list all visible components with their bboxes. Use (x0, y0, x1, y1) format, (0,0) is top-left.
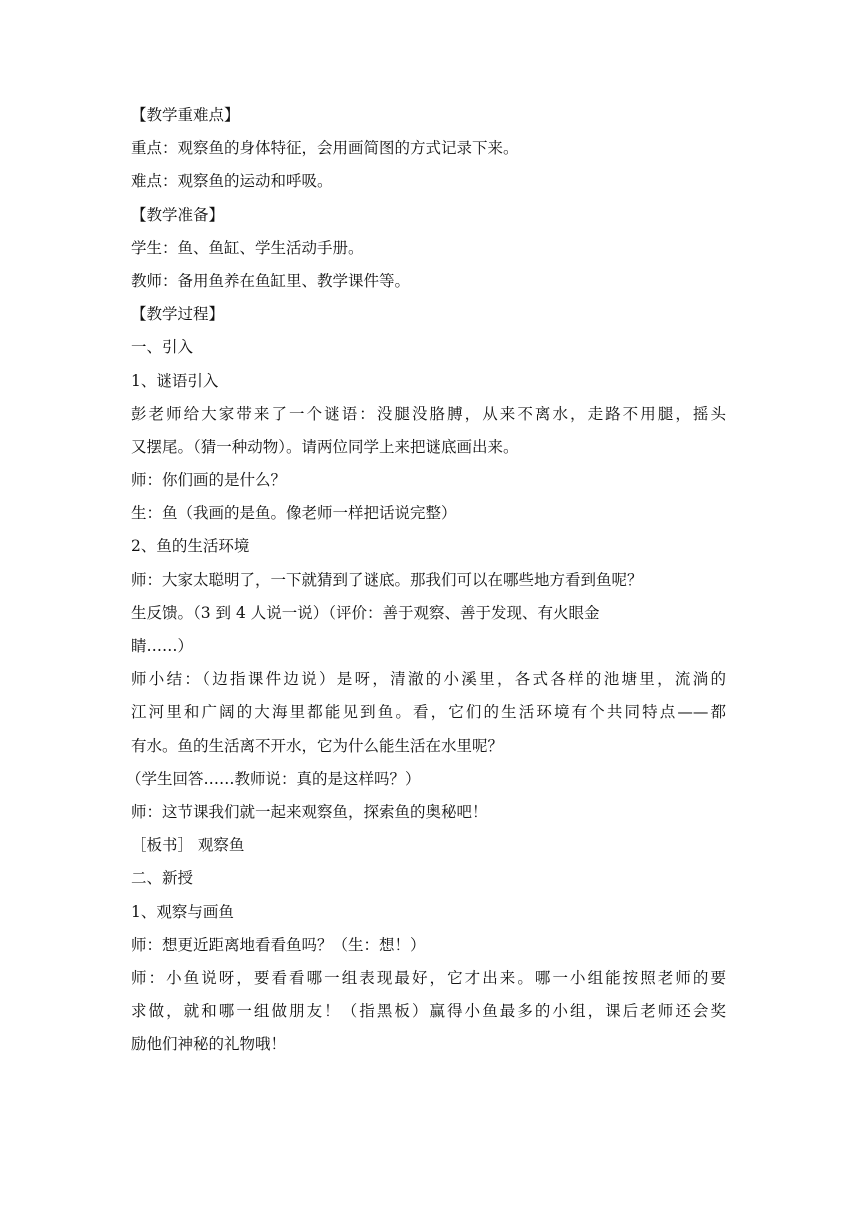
text-line: 又摆尾。（猜一种动物）。请两位同学上来把谜底画出来。 (131, 437, 519, 456)
section-heading-process: 【教学过程】 (131, 305, 225, 324)
text-line: 励他们神秘的礼物哦！ (131, 1035, 287, 1054)
section-heading-preparation: 【教学准备】 (131, 205, 225, 224)
text-line: （学生回答……教师说：真的是这样吗？） (126, 769, 421, 788)
text-line: 睛……） (131, 637, 194, 655)
lesson-plan-body (126, 99, 726, 1061)
text-line: 有水。鱼的生活离不开水，它为什么能生活在水里呢？ (131, 736, 504, 755)
section-heading-key-points: 【教学重难点】 (131, 106, 240, 124)
text-line: 重点：观察鱼的身体特征，会用画简图的方式记录下来。 (131, 139, 519, 158)
text-line: 师：大家太聪明了，一下就猜到了谜底。那我们可以在哪些地方看到鱼呢？ (131, 570, 643, 589)
text-line: 师：小鱼说呀，要看看哪一组表现最好，它才出来。哪一小组能按照老师的要 (131, 968, 726, 987)
text-line: 难点：观察鱼的运动和呼吸。 (131, 172, 333, 191)
subsection-heading-intro: 一、引入 (131, 338, 194, 357)
step-heading-observe-draw: 1、观察与画鱼 (131, 902, 234, 921)
text-line: 师：这节课我们就一起来观察鱼，探索鱼的奥秘吧！ (131, 802, 488, 821)
subsection-heading-new-lesson: 二、新授 (131, 869, 194, 888)
text-line: 教师：备用鱼养在鱼缸里、教学课件等。 (131, 271, 411, 290)
text-line: 生：鱼（我画的是鱼。像老师一样把话说完整） (131, 504, 457, 523)
board-note: ［板书］ 观察鱼 (131, 836, 245, 855)
step-heading-environment: 2、鱼的生活环境 (131, 537, 250, 556)
text-line: 学生：鱼、鱼缸、学生活动手册。 (131, 238, 364, 257)
step-heading-riddle: 1、谜语引入 (131, 371, 219, 390)
text-line: 生反馈。（3 到 4 人说一说）（评价：善于观察、善于发现、有火眼金 (131, 603, 600, 622)
text-line: 师：你们画的是什么？ (131, 471, 287, 490)
text-line: 师：想更近距离地看看鱼吗？（生：想！） (131, 935, 426, 954)
text-line: 彭老师给大家带来了一个谜语：没腿没胳膊，从来不离水，走路不用腿，摇头 (131, 404, 726, 423)
text-line: 师小结：（边指课件边说）是呀，清澈的小溪里，各式各样的池塘里，流淌的 (131, 670, 726, 689)
text-line: 江河里和广阔的大海里都能见到鱼。看，它们的生活环境有个共同特点——都 (131, 703, 726, 722)
text-line: 求做，就和哪一组做朋友！（指黑板）赢得小鱼最多的小组，课后老师还会奖 (131, 1002, 726, 1021)
